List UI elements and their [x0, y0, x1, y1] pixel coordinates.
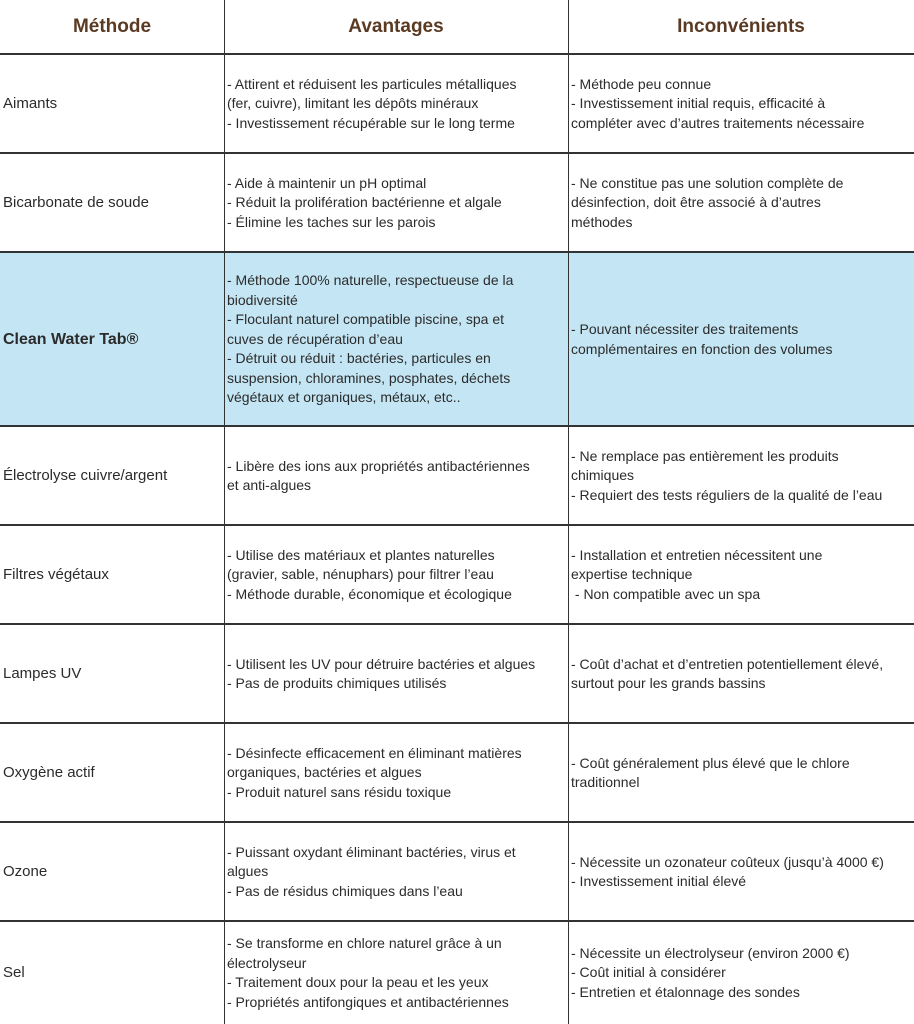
cell-line: - Ne constitue pas une solution complète de [571, 174, 844, 191]
disadvantages-cell [568, 922, 914, 1024]
row-divider [0, 722, 914, 724]
header-disadvantages: Inconvénients [677, 16, 805, 37]
header-advantages: Avantages [348, 16, 444, 37]
cell-line: - Détruit ou réduit : bactéries, particules en [227, 350, 491, 367]
table-row [0, 253, 914, 426]
cell-line: surtout pour les grands bassins [571, 675, 766, 691]
cell-line: algues [227, 863, 269, 880]
cell-line: - Non compatible avec un spa [571, 585, 761, 602]
cell-line: - Aide à maintenir un pH optimal [227, 174, 427, 191]
cell-line: - Désinfecte efficacement en éliminant matières [227, 744, 522, 761]
cell-line: expertise technique [571, 566, 693, 583]
row-divider [0, 152, 914, 154]
cell-line: désinfection, doit être associé à d’autres [571, 194, 821, 211]
cell-line: - Attirent et réduisent les particules métalliques [227, 75, 517, 92]
method-cell: Lampes UV [3, 665, 82, 683]
cell-line: - Méthode 100% naturelle, respectueuse de la [227, 272, 514, 289]
disadvantages-cell [568, 526, 914, 624]
table-row [0, 427, 914, 525]
table-row [0, 55, 914, 153]
advantages-cell [224, 427, 568, 525]
cell-line: suspension, chloramines, posphates, déchets [227, 369, 511, 386]
cell-line: - Floculant naturel compatible piscine, spa et [227, 311, 505, 328]
row-divider [0, 524, 914, 526]
disadvantages-cell [568, 823, 914, 921]
cell-line: - Investissement initial requis, efficacité à [571, 95, 826, 112]
table-row [0, 823, 914, 921]
cell-line: - Nécessite un ozonateur coûteux (jusqu’à 4000 €) [571, 853, 884, 870]
cell-line: - Coût d’achat et d’entretien potentiellement élevé, [571, 655, 884, 672]
row-divider [0, 821, 914, 823]
row-divider [0, 425, 914, 427]
method-cell: Filtres végétaux [3, 566, 109, 584]
advantages-cell [224, 253, 568, 426]
advantages-cell [224, 724, 568, 822]
table-row [0, 724, 914, 822]
method-cell: Ozone [3, 863, 48, 881]
disadvantages-cell [568, 154, 914, 252]
table-row [0, 922, 914, 1024]
column-divider [568, 0, 570, 1024]
cell-line: chimiques [571, 467, 635, 484]
cell-line: - Nécessite un électrolyseur (environ 2000 €) [571, 944, 850, 961]
row-divider [0, 623, 914, 625]
cell-line: - Ne remplace pas entièrement les produits [571, 447, 839, 464]
cell-line: - Traitement doux pour la peau et les yeux [227, 974, 489, 990]
column-divider [224, 0, 226, 1024]
cell-line: et anti-algues [227, 477, 312, 493]
cell-line: - Méthode durable, économique et écologique [227, 585, 512, 602]
cell-line: - Installation et entretien nécessitent une [571, 546, 823, 563]
cell-line: compléter avec d’autres traitements nécessaire [571, 114, 865, 131]
cell-line: cuves de récupération d’eau [227, 330, 403, 347]
cell-line: - Se transforme en chlore naturel grâce à un [227, 935, 502, 951]
advantages-cell [224, 823, 568, 921]
method-cell: Clean Water Tab® [3, 330, 139, 348]
row-divider [0, 251, 914, 253]
cell-line: - Investissement récupérable sur le long terme [227, 114, 515, 131]
cell-line: - Propriétés antifongiques et antibactériennes [227, 993, 509, 1010]
advantages-cell [224, 154, 568, 252]
cell-line: électrolyseur [227, 954, 307, 971]
cell-line: - Coût généralement plus élevé que le chlore [571, 754, 850, 771]
cell-line: complémentaires en fonction des volumes [571, 340, 833, 357]
cell-line: - Libère des ions aux propriétés antibactériennes [227, 457, 530, 474]
cell-line: biodiversité [227, 291, 298, 308]
cell-line: végétaux et organiques, métaux, etc.. [227, 389, 461, 406]
cell-line: - Investissement initial élevé [571, 873, 747, 889]
table-row [0, 625, 914, 723]
cell-line: - Pas de produits chimiques utilisés [227, 675, 447, 691]
method-cell: Électrolyse cuivre/argent [3, 467, 168, 485]
method-cell: Bicarbonate de soude [3, 194, 149, 212]
advantages-cell [224, 55, 568, 153]
advantages-cell [224, 625, 568, 723]
cell-line: - Produit naturel sans résidu toxique [227, 783, 452, 800]
cell-line: - Entretien et étalonnage des sondes [571, 983, 800, 1000]
disadvantages-cell [568, 625, 914, 723]
cell-line: - Élimine les taches sur les parois [227, 213, 436, 230]
cell-line: - Puissant oxydant éliminant bactéries, virus et [227, 843, 516, 860]
table-row [0, 526, 914, 624]
cell-line: - Pouvant nécessiter des traitements [571, 321, 799, 337]
cell-line: - Pas de résidus chimiques dans l’eau [227, 882, 463, 899]
method-cell: Sel [3, 964, 25, 982]
cell-line: - Coût initial à considérer [571, 964, 726, 981]
cell-line: traditionnel [571, 774, 640, 790]
method-cell: Oxygène actif [3, 764, 95, 782]
table-row [0, 154, 914, 252]
cell-line: (gravier, sable, nénuphars) pour filtrer l’eau [227, 566, 494, 583]
method-cell: Aimants [3, 95, 58, 113]
advantages-cell [224, 526, 568, 624]
cell-line: - Requiert des tests réguliers de la qualité de l’eau [571, 486, 883, 503]
cell-line: organiques, bactéries et algues [227, 764, 422, 781]
row-divider [0, 53, 914, 55]
advantages-cell [224, 922, 568, 1024]
disadvantages-cell [568, 55, 914, 153]
header-method: Méthode [72, 16, 152, 37]
disadvantages-cell [568, 253, 914, 426]
cell-line: méthodes [571, 213, 633, 230]
cell-line: - Utilise des matériaux et plantes naturelles [227, 546, 495, 563]
cell-line: - Méthode peu connue [571, 75, 712, 92]
row-divider [0, 920, 914, 922]
cell-line: - Réduit la prolifération bactérienne et algale [227, 194, 502, 211]
disadvantages-cell [568, 427, 914, 525]
cell-line: (fer, cuivre), limitant les dépôts minéraux [227, 95, 479, 112]
cell-line: - Utilisent les UV pour détruire bactéries et algues [227, 655, 536, 672]
disadvantages-cell [568, 724, 914, 822]
